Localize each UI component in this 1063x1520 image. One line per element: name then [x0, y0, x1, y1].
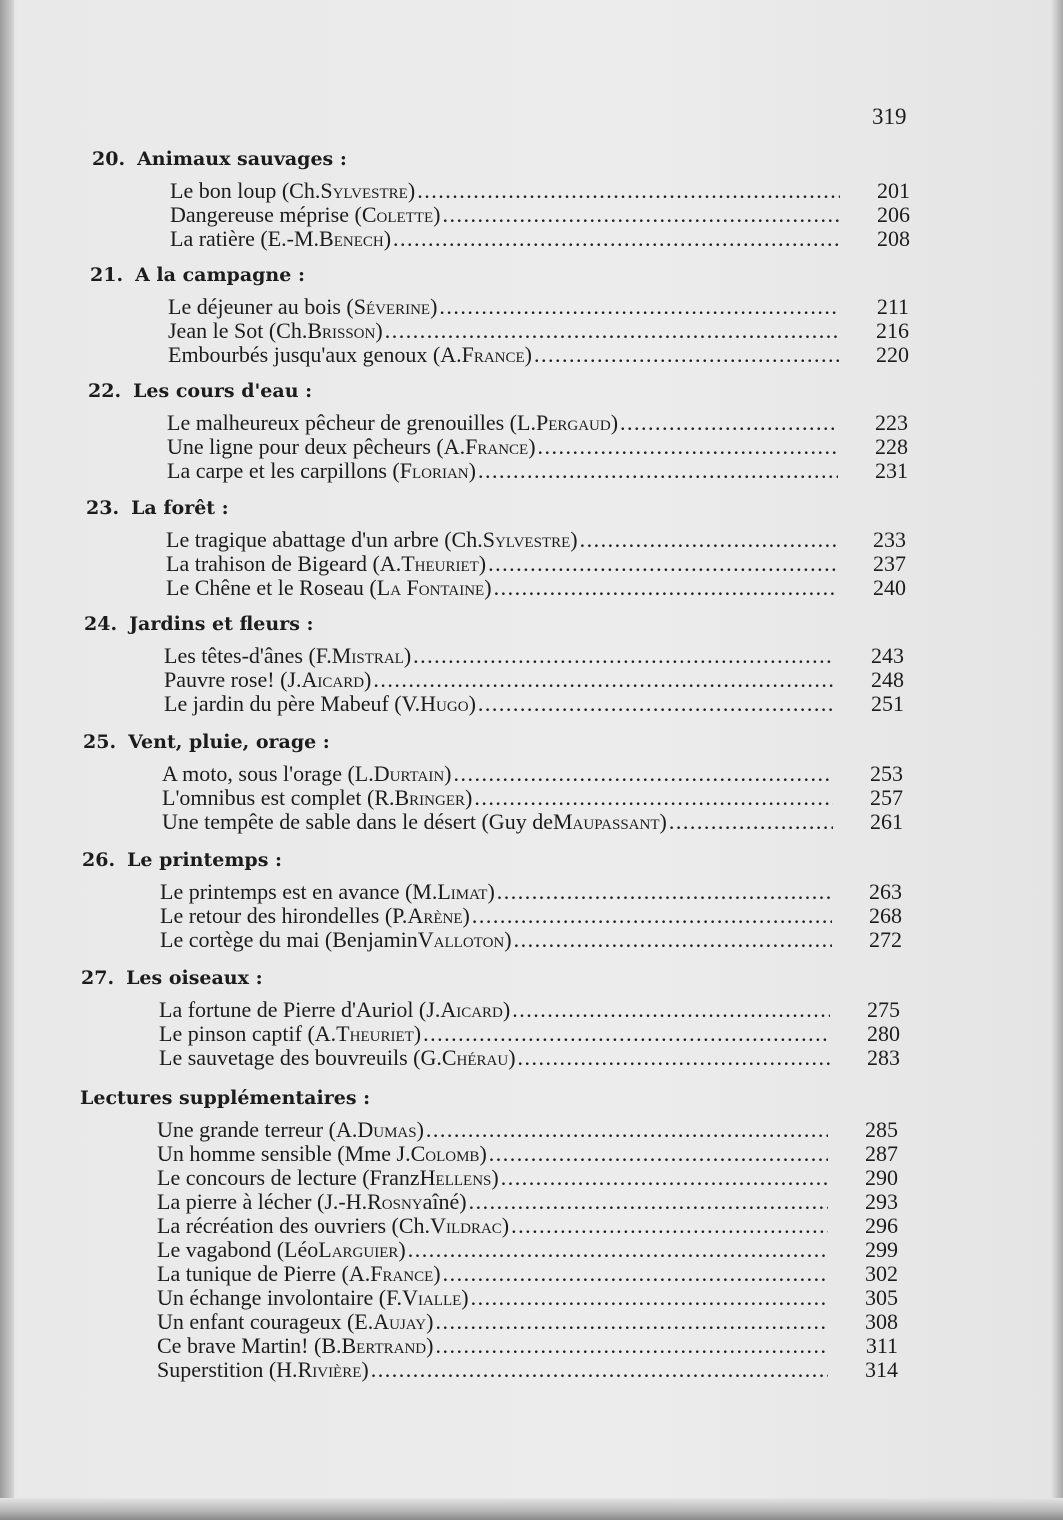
toc-entry [159, 1045, 900, 1071]
entry-author: Brisson [307, 318, 376, 343]
entry-title: Une ligne pour deux pêcheurs (A. [167, 434, 466, 459]
dot-leader [423, 1021, 830, 1047]
entry-page-number: 285 [865, 1117, 898, 1142]
toc-entry [157, 1309, 898, 1335]
entry-title: La trahison de Bigeard (A. [166, 551, 402, 576]
entry-author-close: ) [430, 294, 438, 319]
section-number: 26. [82, 849, 116, 871]
toc-entry [164, 643, 904, 669]
section-number: 25. [83, 731, 117, 753]
entry-author: Sylvestre [320, 178, 408, 203]
section-heading [83, 731, 330, 753]
entry-author-close: ) [528, 434, 536, 459]
dot-leader [435, 1309, 828, 1335]
dot-leader [371, 1357, 828, 1383]
entry-page-number: 311 [865, 1333, 898, 1358]
entry-author-close: ) [610, 410, 619, 435]
dot-leader [385, 318, 839, 344]
toc-entry [157, 1285, 898, 1311]
dot-leader [494, 575, 836, 601]
entry-author-close: ) [416, 1117, 424, 1142]
section-heading [82, 849, 282, 871]
toc-entry [166, 551, 906, 577]
entry-title: Superstition (H. [157, 1357, 298, 1382]
section-heading [92, 148, 347, 170]
dot-leader [514, 927, 832, 953]
entry-title: Le pinson captif (A. [159, 1021, 337, 1046]
entry-page-number: 287 [865, 1141, 898, 1166]
section-heading [81, 967, 263, 989]
entry-title: Le tragique abattage d'un arbre (Ch. [166, 527, 483, 552]
entry-page-number: 272 [869, 927, 902, 952]
entry-page-number: 253 [870, 761, 903, 786]
entry-author: Limat [437, 879, 488, 904]
entry-page-number: 308 [865, 1309, 898, 1334]
entry-author: Bringer [394, 785, 466, 810]
entry-page-number: 248 [871, 667, 904, 692]
section-title: Les oiseaux : [126, 967, 263, 989]
entry-page-number: 290 [865, 1165, 898, 1190]
entry-author: Colomb [410, 1141, 480, 1166]
entry-title: La tunique de Pierre (A. [157, 1261, 371, 1286]
toc-entry [160, 879, 902, 905]
dot-leader [538, 434, 838, 460]
entry-page-number: 305 [865, 1285, 898, 1310]
dot-leader [442, 202, 840, 228]
entry-page-number: 240 [873, 575, 906, 600]
dot-leader [669, 809, 833, 835]
entry-author-close: ) [504, 927, 512, 952]
section-number: 23. [86, 497, 120, 519]
dot-leader [413, 643, 834, 669]
entry-author: Colette [361, 202, 434, 227]
toc-entry [166, 575, 906, 601]
entry-title: Le concours de lecture (Franz [157, 1165, 420, 1190]
entry-title: Une grande terreur (A. [157, 1117, 358, 1142]
toc-entry [170, 202, 910, 228]
entry-author-close: ) [501, 1213, 510, 1238]
section-number: 27. [81, 967, 115, 989]
entry-title: Jean le Sot (Ch. [168, 318, 308, 343]
entry-author: Bertrand [341, 1333, 427, 1358]
section-title: Vent, pluie, orage : [128, 731, 330, 753]
dot-leader [471, 1285, 828, 1311]
section-title: Jardins et fleurs : [129, 613, 314, 635]
entry-page-number: 220 [876, 342, 909, 367]
entry-title: Un homme sensible (Mme J. [157, 1141, 411, 1166]
entry-author-close: ) [462, 903, 470, 928]
entry-author-close: ) [444, 761, 452, 786]
toc-entry [157, 1141, 898, 1167]
entry-author: Theuriet [401, 551, 479, 576]
toc-entry [168, 318, 909, 344]
entry-page-number: 201 [877, 178, 910, 203]
section-number: 22. [88, 380, 122, 402]
entry-author-close: ) [502, 997, 511, 1022]
entry-author-close: ) [461, 1285, 469, 1310]
section-heading [90, 264, 305, 286]
entry-author: Rivière [297, 1357, 362, 1382]
toc-entry [162, 761, 903, 787]
toc-entry [157, 1333, 898, 1359]
entry-author-close: ) [478, 551, 487, 576]
dot-leader [478, 691, 834, 717]
entry-author-close: ) [487, 879, 495, 904]
entry-page-number: 228 [875, 434, 908, 459]
entry-author: Aicard [440, 997, 503, 1022]
entry-title: Un échange involontaire (F. [157, 1285, 403, 1310]
dot-leader [501, 1165, 828, 1191]
entry-title: A moto, sous l'orage (L. [162, 761, 374, 786]
entry-author-close: ) [426, 1333, 434, 1358]
entry-page-number: 223 [875, 410, 908, 435]
toc-entry [157, 1213, 898, 1239]
toc-entry [162, 785, 903, 811]
entry-author-close: ) [479, 1141, 487, 1166]
entry-author-close: ) [433, 202, 441, 227]
dot-leader [426, 1117, 828, 1143]
toc-entry [159, 997, 900, 1023]
entry-author: Arène [407, 903, 463, 928]
entry-author-close: ) [383, 226, 392, 251]
section-heading [86, 497, 229, 519]
dot-leader [580, 527, 836, 553]
entry-author: Mistral [331, 643, 404, 668]
entry-author: Vialle [402, 1285, 462, 1310]
entry-author: Sylvestre [482, 527, 571, 552]
toc-entry [157, 1189, 898, 1215]
entry-title: Ce brave Martin! (B. [157, 1333, 342, 1358]
entry-author: Aicard [301, 667, 365, 692]
entry-page-number: 263 [869, 879, 902, 904]
entry-page-number: 280 [867, 1021, 900, 1046]
dot-leader [512, 997, 830, 1023]
section-number: 21. [90, 264, 124, 286]
entry-title: Le déjeuner au bois ( [168, 294, 354, 319]
entry-author-close: ) [484, 575, 492, 600]
toc-entry [157, 1357, 898, 1383]
toc-entry [162, 809, 903, 835]
section-number: 20. [92, 148, 126, 170]
entry-title: Le bon loup (Ch. [170, 178, 321, 203]
entry-author: Rosny [367, 1189, 423, 1214]
entry-title: L'omnibus est complet (R. [162, 785, 395, 810]
toc-entry [164, 691, 904, 717]
section-heading [84, 613, 314, 635]
section-title: La forêt : [131, 497, 229, 519]
section-title: Les cours d'eau : [133, 380, 313, 402]
dot-leader [620, 410, 838, 436]
entry-title: Pauvre rose! (J. [164, 667, 302, 692]
entry-author: Florian [399, 458, 469, 483]
page-number: 319 [872, 104, 907, 129]
entry-page-number: 237 [873, 551, 906, 576]
entry-author: Larguier [318, 1237, 399, 1262]
entry-page-number: 231 [875, 458, 908, 483]
entry-page-number: 293 [865, 1189, 898, 1214]
toc-entry [168, 342, 909, 368]
entry-author: Dumas [357, 1117, 417, 1142]
dot-leader [488, 551, 836, 577]
section-title: Lectures supplémentaires : [80, 1087, 371, 1109]
toc-entry [160, 903, 902, 929]
dot-leader [454, 761, 834, 787]
entry-author: Theuriet [336, 1021, 414, 1046]
entry-title: Le printemps est en avance (M. [160, 879, 438, 904]
entry-author-close: ) [524, 342, 532, 367]
entry-page-number: 314 [865, 1357, 898, 1382]
entry-title: La récréation des ouvriers (Ch. [157, 1213, 431, 1238]
toc-entry [167, 410, 908, 436]
section-title: Animaux sauvages : [137, 148, 347, 170]
entry-title: Le malheureux pêcheur de grenouilles (L. [167, 410, 536, 435]
entry-author: Hugo [420, 691, 469, 716]
section-heading [88, 380, 312, 402]
entry-author-close: ) [364, 667, 372, 692]
dot-leader [478, 458, 838, 484]
entry-title: Les têtes-d'ânes (F. [164, 643, 332, 668]
dot-leader [518, 1045, 830, 1071]
entry-page-number: 208 [877, 226, 910, 251]
dot-leader [497, 879, 832, 905]
entry-author-close: ) [659, 809, 667, 834]
entry-author-close: aîné) [422, 1189, 467, 1214]
entry-page-number: 211 [876, 294, 909, 319]
entry-page-number: 268 [869, 903, 902, 928]
entry-page-number: 261 [870, 809, 903, 834]
entry-author-close: ) [403, 643, 412, 668]
entry-page-number: 275 [867, 997, 900, 1022]
entry-author: Séverine [353, 294, 431, 319]
dot-leader [534, 342, 839, 368]
entry-author-close: ) [468, 691, 476, 716]
toc-entry [157, 1165, 898, 1191]
toc-entry [164, 667, 904, 693]
toc-entry [157, 1261, 898, 1287]
entry-author-close: ) [398, 1237, 406, 1262]
dot-leader [373, 667, 834, 693]
entry-title: Le cortège du mai (Benjamin [160, 927, 418, 952]
entry-page-number: 283 [867, 1045, 900, 1070]
entry-title: Le Chêne et le Roseau ( [166, 575, 377, 600]
dot-leader [469, 1189, 828, 1215]
section-title: Le printemps : [127, 849, 283, 871]
entry-title: Le jardin du père Mabeuf (V. [164, 691, 421, 716]
entry-author-close: ) [465, 785, 473, 810]
entry-page-number: 243 [871, 643, 904, 668]
entry-author-close: ) [570, 527, 578, 552]
dot-leader [443, 1261, 828, 1287]
entry-page-number: 299 [865, 1237, 898, 1262]
entry-title: La pierre à lécher (J.-H. [157, 1189, 368, 1214]
entry-page-number: 206 [877, 202, 910, 227]
entry-author: La Fontaine [376, 575, 485, 600]
entry-author: Aujay [373, 1309, 427, 1334]
dot-leader [474, 785, 833, 811]
entry-page-number: 302 [865, 1261, 898, 1286]
entry-author: Valloton [417, 927, 505, 952]
toc-entry [157, 1117, 898, 1143]
entry-author-close: ) [413, 1021, 422, 1046]
dot-leader [489, 1141, 828, 1167]
entry-author-close: ) [375, 318, 383, 343]
entry-title: La ratière (E.-M. [170, 226, 320, 251]
entry-author-close: ) [433, 1261, 441, 1286]
toc-entry [166, 527, 906, 553]
entry-page-number: 233 [873, 527, 906, 552]
entry-page-number: 251 [871, 691, 904, 716]
toc-entry [168, 294, 909, 320]
entry-author: France [465, 434, 529, 459]
entry-page-number: 296 [865, 1213, 898, 1238]
entry-author-close: ) [508, 1045, 516, 1070]
entry-author: France [370, 1261, 434, 1286]
dot-leader [511, 1213, 828, 1239]
dot-leader [393, 226, 840, 252]
entry-author: Vildrac [430, 1213, 502, 1238]
toc-entry [167, 434, 908, 460]
entry-page-number: 257 [870, 785, 903, 810]
entry-author: France [461, 342, 525, 367]
entry-title: La fortune de Pierre d'Auriol (J. [159, 997, 441, 1022]
entry-author-close: ) [426, 1309, 434, 1334]
entry-title: Dangereuse méprise ( [170, 202, 362, 227]
entry-author: Chérau [441, 1045, 509, 1070]
entry-title: La carpe et les carpillons ( [167, 458, 400, 483]
entry-title: Le sauvetage des bouvreuils (G. [159, 1045, 442, 1070]
toc-entry [157, 1237, 898, 1263]
toc-entry [160, 927, 902, 953]
entry-author: Pergaud [535, 410, 611, 435]
dot-leader [435, 1333, 828, 1359]
entry-title: Une tempête de sable dans le désert (Guy de [162, 809, 553, 834]
toc-entry [170, 178, 910, 204]
entry-author: Benech [319, 226, 384, 251]
entry-author: Maupassant [552, 809, 660, 834]
dot-leader [417, 178, 840, 204]
toc-entry [159, 1021, 900, 1047]
entry-title: Embourbés jusqu'aux genoux (A. [168, 342, 462, 367]
entry-title: Un enfant courageux (E. [157, 1309, 374, 1334]
entry-title: Le vagabond (Léo [157, 1237, 319, 1262]
entry-author-close: ) [491, 1165, 499, 1190]
entry-author: Durtain [373, 761, 445, 786]
toc-entry [167, 458, 908, 484]
dot-leader [472, 903, 832, 929]
dot-leader [408, 1237, 828, 1263]
entry-title: Le retour des hirondelles (P. [160, 903, 408, 928]
section-number: 24. [84, 613, 118, 635]
entry-page-number: 216 [876, 318, 909, 343]
section-heading [80, 1087, 370, 1109]
toc-entry [170, 226, 910, 252]
entry-author-close: ) [468, 458, 476, 483]
entry-author: Hellens [419, 1165, 492, 1190]
entry-author-close: ) [407, 178, 416, 203]
section-title: A la campagne : [135, 264, 305, 286]
dot-leader [439, 294, 839, 320]
entry-author-close: ) [361, 1357, 369, 1382]
